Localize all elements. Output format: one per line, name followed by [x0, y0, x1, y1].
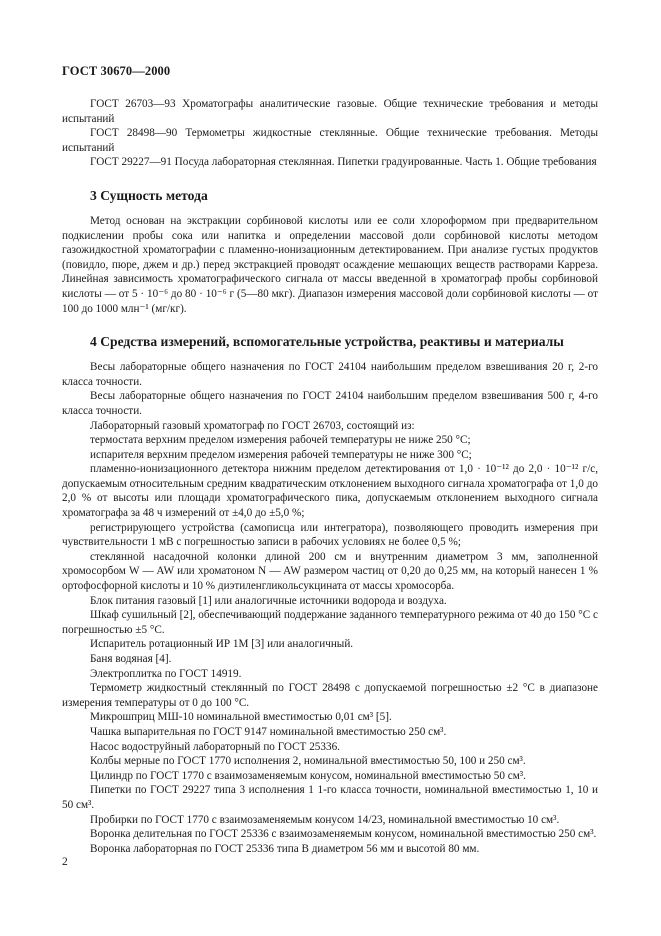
page-number: 2 [62, 856, 68, 868]
equipment-item: Весы лабораторные общего назначения по ГОСТ 24104 наибольшим пределом взвешивания 500 г, 4-го класса точности. [62, 390, 598, 417]
equipment-item: Воронка лабораторная по ГОСТ 25336 типа В диаметром 56 мм и высотой 80 мм. [90, 842, 480, 855]
equipment-item: Воронка делительная по ГОСТ 25336 с взаимозаменяемым конусом, номинальной вместимостью 250 см³. [90, 828, 597, 841]
equipment-item: Колбы мерные по ГОСТ 1770 исполнения 2, номинальной вместимостью 50, 100 и 250 см³. [90, 755, 526, 768]
document-header: ГОСТ 30670—2000 [62, 64, 171, 78]
equipment-item: регистрирующего устройства (самописца или интегратора), позволяющего проводить измерения при чувствительности 1 мВ с погрешностью записи в рабочих условиях не более 0,5 %; [62, 521, 598, 549]
equipment-item: испарителя верхним пределом измерения рабочей температуры не ниже 300 °С; [90, 448, 472, 461]
reference-item: ГОСТ 28498—90 Термометры жидкостные стеклянные. Общие технические требования. Методы испытаний [62, 127, 598, 154]
equipment-item: Насос водоструйный лабораторный по ГОСТ 25336. [90, 740, 340, 753]
equipment-item: Испаритель ротационный ИР 1М [3] или аналогичный. [90, 638, 354, 651]
section-3-title: 3 Сущность метода [90, 187, 208, 203]
equipment-item: пламенно-ионизационного детектора нижним пределом детектирования от 1,0 · 10⁻¹² до 2,0 · 10⁻¹² г/с, допускаемым относительным средним квадратическим отклонением выходного сигнала хроматографа от 1,0 до 2,0 % от высоты или площади хроматографического пика, допускаемым отклонением выходного сигнала хроматографа за 48 ч измерений от ±4,0 до ±5,0 %; [62, 463, 598, 520]
equipment-item: Лабораторный газовый хроматограф по ГОСТ 26703, состоящий из: [90, 419, 415, 432]
section-4-list [62, 360, 598, 856]
equipment-item: Шкаф сушильный [2], обеспечивающий поддержание заданного температурного режима от 40 до 150 °С с погрешностью ±5 °С. [62, 609, 598, 636]
equipment-item: Пробирки по ГОСТ 1770 с взаимозаменяемым конусом 14/23, номинальной вместимостью 10 см³. [90, 813, 560, 826]
reference-item: ГОСТ 29227—91 Посуда лабораторная стеклянная. Пипетки градуированные. Часть 1. Общие требования [90, 156, 597, 169]
equipment-item: Пипетки по ГОСТ 29227 типа 3 исполнения 1 1-го класса точности, номинальной вместимостью 1, 10 и 50 см³. [62, 784, 598, 811]
equipment-item: Электроплитка по ГОСТ 14919. [90, 667, 242, 680]
equipment-item: Чашка выпарительная по ГОСТ 9147 номинальной вместимостью 250 см³. [90, 725, 447, 738]
document-body [62, 97, 598, 856]
equipment-item: стеклянной насадочной колонки длиной 200 см и внутренним диаметром 3 мм, заполненной хромосорбом W — AW или хроматоном N — AW размером частиц от 0,20 до 0,25 мм, на который нанесен 1 % ортофосфорной кислоты и 10 % диэтиленгликольсукцината от массы хромосорба. [62, 550, 598, 593]
equipment-item: Блок питания газовый [1] или аналогичные источники водорода и воздуха. [90, 594, 447, 607]
reference-item: ГОСТ 26703—93 Хроматографы аналитические газовые. Общие технические требования и методы испытаний [62, 98, 598, 125]
section-3-text: Метод основан на экстракции сорбиновой кислоты или ее соли хлороформом при предварительном подкислении пробы сока или напитка и определении массовой доли сорбиновой кислоты методом газожидкостной хроматографии с пламенно-ионизационным детектированием. При анализе густых продуктов (повидло, пюре, джем и др.) перед экстракцией проводят осаждение мешающих веществ растворами Карреза. Линейная зависимость хроматографического сигнала от массы введенной в хроматограф пробы сорбиновой кислоты — от 5 · 10⁻⁶ до 80 · 10⁻⁶ г (5—80 мкг). Диапазон измерения массовой доли сорбиновой кислоты — от 100 до 1000 млн⁻¹ (мг/кг). [62, 214, 598, 315]
section-4-title: 4 Средства измерений, вспомогательные устройства, реактивы и материалы [90, 334, 564, 350]
equipment-item: Термометр жидкостный стеклянный по ГОСТ 28498 с допускаемой погрешностью ±2 °С в диапазоне измерения температуры от 0 до 100 °С. [62, 682, 598, 709]
equipment-item: Весы лабораторные общего назначения по ГОСТ 24104 наибольшим пределом взвешивания 20 г, 2-го класса точности. [62, 361, 598, 388]
equipment-item: Микрошприц МШ-10 номинальной вместимостью 0,01 см³ [5]. [90, 711, 392, 724]
equipment-item: термостата верхним пределом измерения рабочей температуры не ниже 250 °С; [90, 434, 471, 447]
equipment-item: Цилиндр по ГОСТ 1770 с взаимозаменяемым конусом, номинальной вместимостью 50 см³. [90, 769, 526, 782]
equipment-item: Баня водяная [4]. [90, 653, 172, 665]
